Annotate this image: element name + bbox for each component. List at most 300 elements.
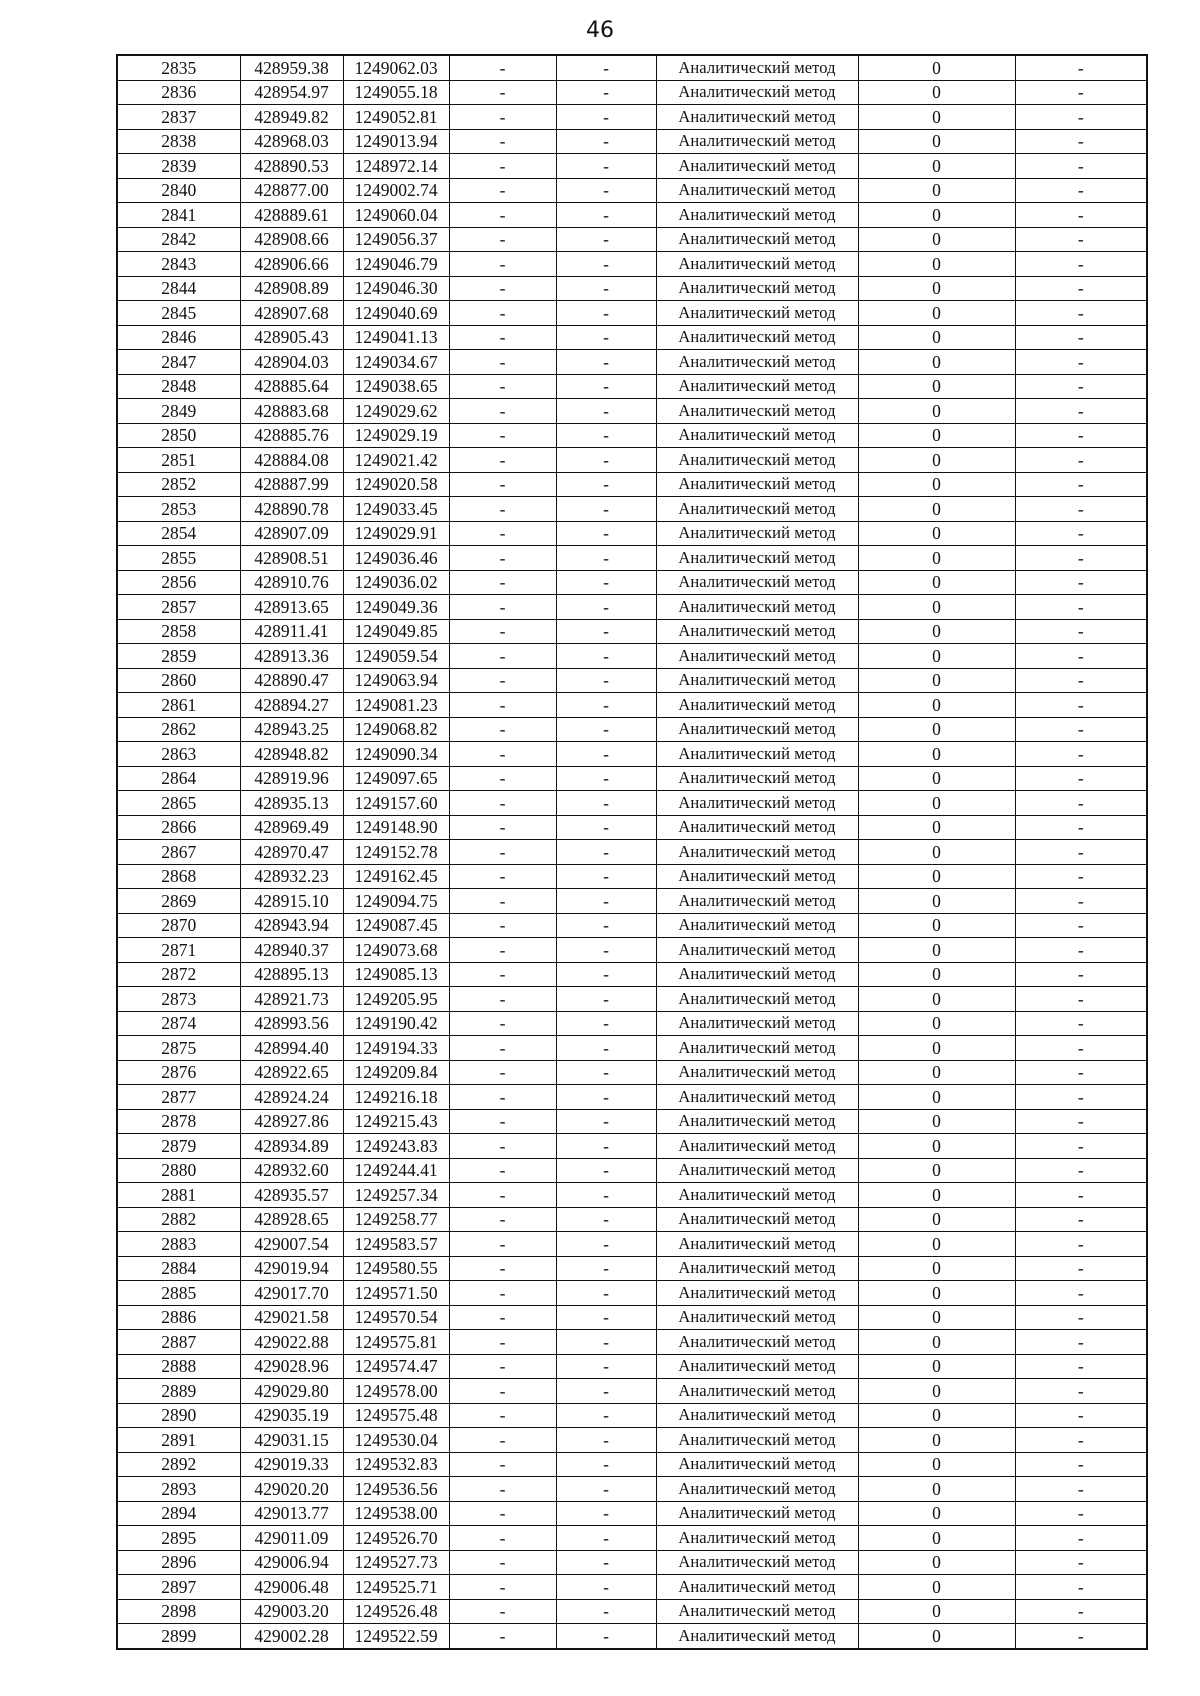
y-coordinate-cell: 1249157.60 xyxy=(343,791,449,816)
empty-dash-cell: - xyxy=(556,1428,656,1453)
empty-dash-cell: - xyxy=(449,1232,556,1257)
x-coordinate-cell: 429006.94 xyxy=(240,1550,343,1575)
empty-dash-cell: - xyxy=(1015,1452,1147,1477)
method-cell: Аналитический метод xyxy=(656,1452,858,1477)
point-number-cell: 2894 xyxy=(117,1501,240,1526)
empty-dash-cell: - xyxy=(449,987,556,1012)
error-value-cell: 0 xyxy=(858,766,1015,791)
empty-dash-cell: - xyxy=(1015,1232,1147,1257)
error-value-cell: 0 xyxy=(858,521,1015,546)
empty-dash-cell: - xyxy=(449,962,556,987)
error-value-cell: 0 xyxy=(858,546,1015,571)
y-coordinate-cell: 1249052.81 xyxy=(343,105,449,130)
y-coordinate-cell: 1249036.02 xyxy=(343,570,449,595)
x-coordinate-cell: 429006.48 xyxy=(240,1575,343,1600)
x-coordinate-cell: 428913.65 xyxy=(240,595,343,620)
empty-dash-cell: - xyxy=(556,1379,656,1404)
method-cell: Аналитический метод xyxy=(656,1428,858,1453)
empty-dash-cell: - xyxy=(1015,423,1147,448)
method-cell: Аналитический метод xyxy=(656,644,858,669)
point-number-cell: 2893 xyxy=(117,1477,240,1502)
empty-dash-cell: - xyxy=(449,423,556,448)
empty-dash-cell: - xyxy=(1015,668,1147,693)
empty-dash-cell: - xyxy=(556,129,656,154)
method-cell: Аналитический метод xyxy=(656,276,858,301)
empty-dash-cell: - xyxy=(1015,203,1147,228)
empty-dash-cell: - xyxy=(1015,497,1147,522)
method-cell: Аналитический метод xyxy=(656,374,858,399)
method-cell: Аналитический метод xyxy=(656,1134,858,1159)
error-value-cell: 0 xyxy=(858,423,1015,448)
table-row xyxy=(117,815,1147,840)
x-coordinate-cell: 428934.89 xyxy=(240,1134,343,1159)
x-coordinate-cell: 428932.60 xyxy=(240,1158,343,1183)
y-coordinate-cell: 1249029.62 xyxy=(343,399,449,424)
point-number-cell: 2865 xyxy=(117,791,240,816)
empty-dash-cell: - xyxy=(449,1085,556,1110)
table-row xyxy=(117,497,1147,522)
x-coordinate-cell: 428890.47 xyxy=(240,668,343,693)
empty-dash-cell: - xyxy=(556,889,656,914)
method-cell: Аналитический метод xyxy=(656,1207,858,1232)
empty-dash-cell: - xyxy=(449,252,556,277)
empty-dash-cell: - xyxy=(449,815,556,840)
empty-dash-cell: - xyxy=(1015,276,1147,301)
method-cell: Аналитический метод xyxy=(656,1183,858,1208)
method-cell: Аналитический метод xyxy=(656,570,858,595)
point-number-cell: 2874 xyxy=(117,1011,240,1036)
empty-dash-cell: - xyxy=(449,693,556,718)
table-row xyxy=(117,1011,1147,1036)
table-row xyxy=(117,178,1147,203)
empty-dash-cell: - xyxy=(556,448,656,473)
table-row xyxy=(117,668,1147,693)
method-cell: Аналитический метод xyxy=(656,1354,858,1379)
y-coordinate-cell: 1249522.59 xyxy=(343,1624,449,1649)
empty-dash-cell: - xyxy=(449,619,556,644)
table-row xyxy=(117,1477,1147,1502)
empty-dash-cell: - xyxy=(1015,105,1147,130)
empty-dash-cell: - xyxy=(449,276,556,301)
x-coordinate-cell: 428905.43 xyxy=(240,325,343,350)
point-number-cell: 2870 xyxy=(117,913,240,938)
x-coordinate-cell: 428895.13 xyxy=(240,962,343,987)
x-coordinate-cell: 428932.23 xyxy=(240,864,343,889)
y-coordinate-cell: 1249258.77 xyxy=(343,1207,449,1232)
empty-dash-cell: - xyxy=(556,399,656,424)
method-cell: Аналитический метод xyxy=(656,595,858,620)
point-number-cell: 2875 xyxy=(117,1036,240,1061)
x-coordinate-cell: 428924.24 xyxy=(240,1085,343,1110)
method-cell: Аналитический метод xyxy=(656,1330,858,1355)
table-row xyxy=(117,227,1147,252)
table-row xyxy=(117,1134,1147,1159)
table-row xyxy=(117,203,1147,228)
y-coordinate-cell: 1249085.13 xyxy=(343,962,449,987)
table-row xyxy=(117,252,1147,277)
empty-dash-cell: - xyxy=(556,717,656,742)
empty-dash-cell: - xyxy=(449,1256,556,1281)
empty-dash-cell: - xyxy=(449,913,556,938)
empty-dash-cell: - xyxy=(556,252,656,277)
x-coordinate-cell: 428959.38 xyxy=(240,55,343,80)
y-coordinate-cell: 1249056.37 xyxy=(343,227,449,252)
empty-dash-cell: - xyxy=(556,55,656,80)
empty-dash-cell: - xyxy=(449,154,556,179)
empty-dash-cell: - xyxy=(1015,889,1147,914)
point-number-cell: 2851 xyxy=(117,448,240,473)
x-coordinate-cell: 428954.97 xyxy=(240,80,343,105)
empty-dash-cell: - xyxy=(449,889,556,914)
table-row xyxy=(117,570,1147,595)
empty-dash-cell: - xyxy=(556,1403,656,1428)
error-value-cell: 0 xyxy=(858,472,1015,497)
error-value-cell: 0 xyxy=(858,570,1015,595)
empty-dash-cell: - xyxy=(556,203,656,228)
empty-dash-cell: - xyxy=(449,178,556,203)
x-coordinate-cell: 428948.82 xyxy=(240,742,343,767)
table-row xyxy=(117,301,1147,326)
method-cell: Аналитический метод xyxy=(656,1599,858,1624)
empty-dash-cell: - xyxy=(556,178,656,203)
table-row xyxy=(117,644,1147,669)
empty-dash-cell: - xyxy=(556,374,656,399)
empty-dash-cell: - xyxy=(1015,1011,1147,1036)
empty-dash-cell: - xyxy=(556,766,656,791)
point-number-cell: 2878 xyxy=(117,1109,240,1134)
point-number-cell: 2866 xyxy=(117,815,240,840)
empty-dash-cell: - xyxy=(449,55,556,80)
point-number-cell: 2842 xyxy=(117,227,240,252)
point-number-cell: 2838 xyxy=(117,129,240,154)
method-cell: Аналитический метод xyxy=(656,80,858,105)
method-cell: Аналитический метод xyxy=(656,105,858,130)
empty-dash-cell: - xyxy=(556,423,656,448)
point-number-cell: 2869 xyxy=(117,889,240,914)
point-number-cell: 2846 xyxy=(117,325,240,350)
table-row xyxy=(117,693,1147,718)
error-value-cell: 0 xyxy=(858,1256,1015,1281)
x-coordinate-cell: 428915.10 xyxy=(240,889,343,914)
x-coordinate-cell: 428927.86 xyxy=(240,1109,343,1134)
table-row xyxy=(117,987,1147,1012)
error-value-cell: 0 xyxy=(858,889,1015,914)
x-coordinate-cell: 428910.76 xyxy=(240,570,343,595)
table-row xyxy=(117,889,1147,914)
empty-dash-cell: - xyxy=(1015,913,1147,938)
table-row xyxy=(117,448,1147,473)
error-value-cell: 0 xyxy=(858,1575,1015,1600)
table-row xyxy=(117,154,1147,179)
y-coordinate-cell: 1249243.83 xyxy=(343,1134,449,1159)
table-row xyxy=(117,619,1147,644)
point-number-cell: 2885 xyxy=(117,1281,240,1306)
method-cell: Аналитический метод xyxy=(656,864,858,889)
empty-dash-cell: - xyxy=(556,1599,656,1624)
method-cell: Аналитический метод xyxy=(656,1158,858,1183)
error-value-cell: 0 xyxy=(858,203,1015,228)
point-number-cell: 2879 xyxy=(117,1134,240,1159)
point-number-cell: 2896 xyxy=(117,1550,240,1575)
table-row xyxy=(117,791,1147,816)
y-coordinate-cell: 1249060.04 xyxy=(343,203,449,228)
empty-dash-cell: - xyxy=(1015,1501,1147,1526)
point-number-cell: 2867 xyxy=(117,840,240,865)
empty-dash-cell: - xyxy=(556,962,656,987)
method-cell: Аналитический метод xyxy=(656,938,858,963)
empty-dash-cell: - xyxy=(556,1354,656,1379)
empty-dash-cell: - xyxy=(1015,154,1147,179)
y-coordinate-cell: 1249021.42 xyxy=(343,448,449,473)
empty-dash-cell: - xyxy=(556,105,656,130)
point-number-cell: 2850 xyxy=(117,423,240,448)
table-row xyxy=(117,129,1147,154)
point-number-cell: 2871 xyxy=(117,938,240,963)
y-coordinate-cell: 1249216.18 xyxy=(343,1085,449,1110)
error-value-cell: 0 xyxy=(858,742,1015,767)
table-row xyxy=(117,1281,1147,1306)
error-value-cell: 0 xyxy=(858,1060,1015,1085)
empty-dash-cell: - xyxy=(1015,1158,1147,1183)
x-coordinate-cell: 428922.65 xyxy=(240,1060,343,1085)
point-number-cell: 2890 xyxy=(117,1403,240,1428)
y-coordinate-cell: 1249209.84 xyxy=(343,1060,449,1085)
method-cell: Аналитический метод xyxy=(656,129,858,154)
y-coordinate-cell: 1249215.43 xyxy=(343,1109,449,1134)
empty-dash-cell: - xyxy=(449,668,556,693)
empty-dash-cell: - xyxy=(556,1256,656,1281)
y-coordinate-cell: 1249571.50 xyxy=(343,1281,449,1306)
x-coordinate-cell: 429013.77 xyxy=(240,1501,343,1526)
table-row xyxy=(117,1060,1147,1085)
table-row xyxy=(117,1575,1147,1600)
method-cell: Аналитический метод xyxy=(656,178,858,203)
empty-dash-cell: - xyxy=(1015,448,1147,473)
point-number-cell: 2891 xyxy=(117,1428,240,1453)
y-coordinate-cell: 1249570.54 xyxy=(343,1305,449,1330)
empty-dash-cell: - xyxy=(556,913,656,938)
error-value-cell: 0 xyxy=(858,448,1015,473)
empty-dash-cell: - xyxy=(556,1281,656,1306)
method-cell: Аналитический метод xyxy=(656,791,858,816)
y-coordinate-cell: 1249257.34 xyxy=(343,1183,449,1208)
empty-dash-cell: - xyxy=(449,1060,556,1085)
empty-dash-cell: - xyxy=(556,1085,656,1110)
empty-dash-cell: - xyxy=(556,1036,656,1061)
empty-dash-cell: - xyxy=(449,1526,556,1551)
method-cell: Аналитический метод xyxy=(656,154,858,179)
empty-dash-cell: - xyxy=(556,1060,656,1085)
point-number-cell: 2877 xyxy=(117,1085,240,1110)
table-row xyxy=(117,1624,1147,1649)
empty-dash-cell: - xyxy=(449,1207,556,1232)
empty-dash-cell: - xyxy=(556,1330,656,1355)
page-number: 46 xyxy=(586,18,614,43)
empty-dash-cell: - xyxy=(1015,864,1147,889)
empty-dash-cell: - xyxy=(556,472,656,497)
coordinates-table-body xyxy=(117,55,1147,1649)
y-coordinate-cell: 1249073.68 xyxy=(343,938,449,963)
method-cell: Аналитический метод xyxy=(656,1256,858,1281)
empty-dash-cell: - xyxy=(556,546,656,571)
error-value-cell: 0 xyxy=(858,595,1015,620)
empty-dash-cell: - xyxy=(449,840,556,865)
error-value-cell: 0 xyxy=(858,105,1015,130)
empty-dash-cell: - xyxy=(449,1183,556,1208)
empty-dash-cell: - xyxy=(556,1477,656,1502)
empty-dash-cell: - xyxy=(449,1305,556,1330)
empty-dash-cell: - xyxy=(1015,1060,1147,1085)
point-number-cell: 2864 xyxy=(117,766,240,791)
x-coordinate-cell: 428935.13 xyxy=(240,791,343,816)
x-coordinate-cell: 429031.15 xyxy=(240,1428,343,1453)
table-row xyxy=(117,962,1147,987)
table-row xyxy=(117,1256,1147,1281)
empty-dash-cell: - xyxy=(1015,80,1147,105)
empty-dash-cell: - xyxy=(1015,1526,1147,1551)
empty-dash-cell: - xyxy=(449,1599,556,1624)
table-row xyxy=(117,913,1147,938)
table-row xyxy=(117,521,1147,546)
method-cell: Аналитический метод xyxy=(656,1501,858,1526)
method-cell: Аналитический метод xyxy=(656,1232,858,1257)
error-value-cell: 0 xyxy=(858,1109,1015,1134)
table-row xyxy=(117,595,1147,620)
point-number-cell: 2843 xyxy=(117,252,240,277)
table-row xyxy=(117,105,1147,130)
point-number-cell: 2868 xyxy=(117,864,240,889)
empty-dash-cell: - xyxy=(449,1550,556,1575)
point-number-cell: 2860 xyxy=(117,668,240,693)
x-coordinate-cell: 428904.03 xyxy=(240,350,343,375)
empty-dash-cell: - xyxy=(1015,374,1147,399)
error-value-cell: 0 xyxy=(858,1599,1015,1624)
empty-dash-cell: - xyxy=(1015,644,1147,669)
empty-dash-cell: - xyxy=(449,521,556,546)
point-number-cell: 2898 xyxy=(117,1599,240,1624)
error-value-cell: 0 xyxy=(858,864,1015,889)
empty-dash-cell: - xyxy=(1015,742,1147,767)
point-number-cell: 2887 xyxy=(117,1330,240,1355)
empty-dash-cell: - xyxy=(556,1207,656,1232)
y-coordinate-cell: 1249059.54 xyxy=(343,644,449,669)
error-value-cell: 0 xyxy=(858,791,1015,816)
empty-dash-cell: - xyxy=(1015,619,1147,644)
x-coordinate-cell: 429019.94 xyxy=(240,1256,343,1281)
point-number-cell: 2852 xyxy=(117,472,240,497)
point-number-cell: 2857 xyxy=(117,595,240,620)
empty-dash-cell: - xyxy=(449,742,556,767)
empty-dash-cell: - xyxy=(449,399,556,424)
y-coordinate-cell: 1249013.94 xyxy=(343,129,449,154)
empty-dash-cell: - xyxy=(1015,791,1147,816)
point-number-cell: 2840 xyxy=(117,178,240,203)
y-coordinate-cell: 1249002.74 xyxy=(343,178,449,203)
x-coordinate-cell: 429011.09 xyxy=(240,1526,343,1551)
method-cell: Аналитический метод xyxy=(656,913,858,938)
error-value-cell: 0 xyxy=(858,374,1015,399)
method-cell: Аналитический метод xyxy=(656,840,858,865)
y-coordinate-cell: 1249081.23 xyxy=(343,693,449,718)
point-number-cell: 2882 xyxy=(117,1207,240,1232)
empty-dash-cell: - xyxy=(449,1452,556,1477)
empty-dash-cell: - xyxy=(1015,546,1147,571)
empty-dash-cell: - xyxy=(1015,595,1147,620)
empty-dash-cell: - xyxy=(556,619,656,644)
empty-dash-cell: - xyxy=(556,1109,656,1134)
method-cell: Аналитический метод xyxy=(656,619,858,644)
empty-dash-cell: - xyxy=(449,1624,556,1649)
point-number-cell: 2881 xyxy=(117,1183,240,1208)
empty-dash-cell: - xyxy=(1015,1624,1147,1649)
method-cell: Аналитический метод xyxy=(656,521,858,546)
point-number-cell: 2836 xyxy=(117,80,240,105)
error-value-cell: 0 xyxy=(858,1526,1015,1551)
empty-dash-cell: - xyxy=(449,1379,556,1404)
empty-dash-cell: - xyxy=(1015,472,1147,497)
error-value-cell: 0 xyxy=(858,1501,1015,1526)
method-cell: Аналитический метод xyxy=(656,962,858,987)
empty-dash-cell: - xyxy=(449,1281,556,1306)
empty-dash-cell: - xyxy=(556,1526,656,1551)
empty-dash-cell: - xyxy=(556,1183,656,1208)
point-number-cell: 2895 xyxy=(117,1526,240,1551)
x-coordinate-cell: 429002.28 xyxy=(240,1624,343,1649)
x-coordinate-cell: 428883.68 xyxy=(240,399,343,424)
method-cell: Аналитический метод xyxy=(656,1379,858,1404)
x-coordinate-cell: 428921.73 xyxy=(240,987,343,1012)
y-coordinate-cell: 1249525.71 xyxy=(343,1575,449,1600)
empty-dash-cell: - xyxy=(1015,1428,1147,1453)
point-number-cell: 2897 xyxy=(117,1575,240,1600)
table-row xyxy=(117,546,1147,571)
error-value-cell: 0 xyxy=(858,1403,1015,1428)
method-cell: Аналитический метод xyxy=(656,1526,858,1551)
table-row xyxy=(117,55,1147,80)
method-cell: Аналитический метод xyxy=(656,423,858,448)
empty-dash-cell: - xyxy=(1015,1256,1147,1281)
empty-dash-cell: - xyxy=(556,791,656,816)
point-number-cell: 2873 xyxy=(117,987,240,1012)
table-row xyxy=(117,864,1147,889)
table-row xyxy=(117,1158,1147,1183)
x-coordinate-cell: 428885.64 xyxy=(240,374,343,399)
empty-dash-cell: - xyxy=(556,1134,656,1159)
empty-dash-cell: - xyxy=(1015,1477,1147,1502)
error-value-cell: 0 xyxy=(858,227,1015,252)
x-coordinate-cell: 428913.36 xyxy=(240,644,343,669)
method-cell: Аналитический метод xyxy=(656,1305,858,1330)
error-value-cell: 0 xyxy=(858,301,1015,326)
error-value-cell: 0 xyxy=(858,962,1015,987)
point-number-cell: 2889 xyxy=(117,1379,240,1404)
y-coordinate-cell: 1249049.85 xyxy=(343,619,449,644)
empty-dash-cell: - xyxy=(1015,938,1147,963)
empty-dash-cell: - xyxy=(449,546,556,571)
x-coordinate-cell: 428906.66 xyxy=(240,252,343,277)
table-row xyxy=(117,1403,1147,1428)
method-cell: Аналитический метод xyxy=(656,1550,858,1575)
x-coordinate-cell: 428885.76 xyxy=(240,423,343,448)
y-coordinate-cell: 1249041.13 xyxy=(343,325,449,350)
y-coordinate-cell: 1249020.58 xyxy=(343,472,449,497)
point-number-cell: 2837 xyxy=(117,105,240,130)
x-coordinate-cell: 428908.66 xyxy=(240,227,343,252)
empty-dash-cell: - xyxy=(449,1575,556,1600)
empty-dash-cell: - xyxy=(1015,1330,1147,1355)
y-coordinate-cell: 1249055.18 xyxy=(343,80,449,105)
table-row xyxy=(117,1452,1147,1477)
